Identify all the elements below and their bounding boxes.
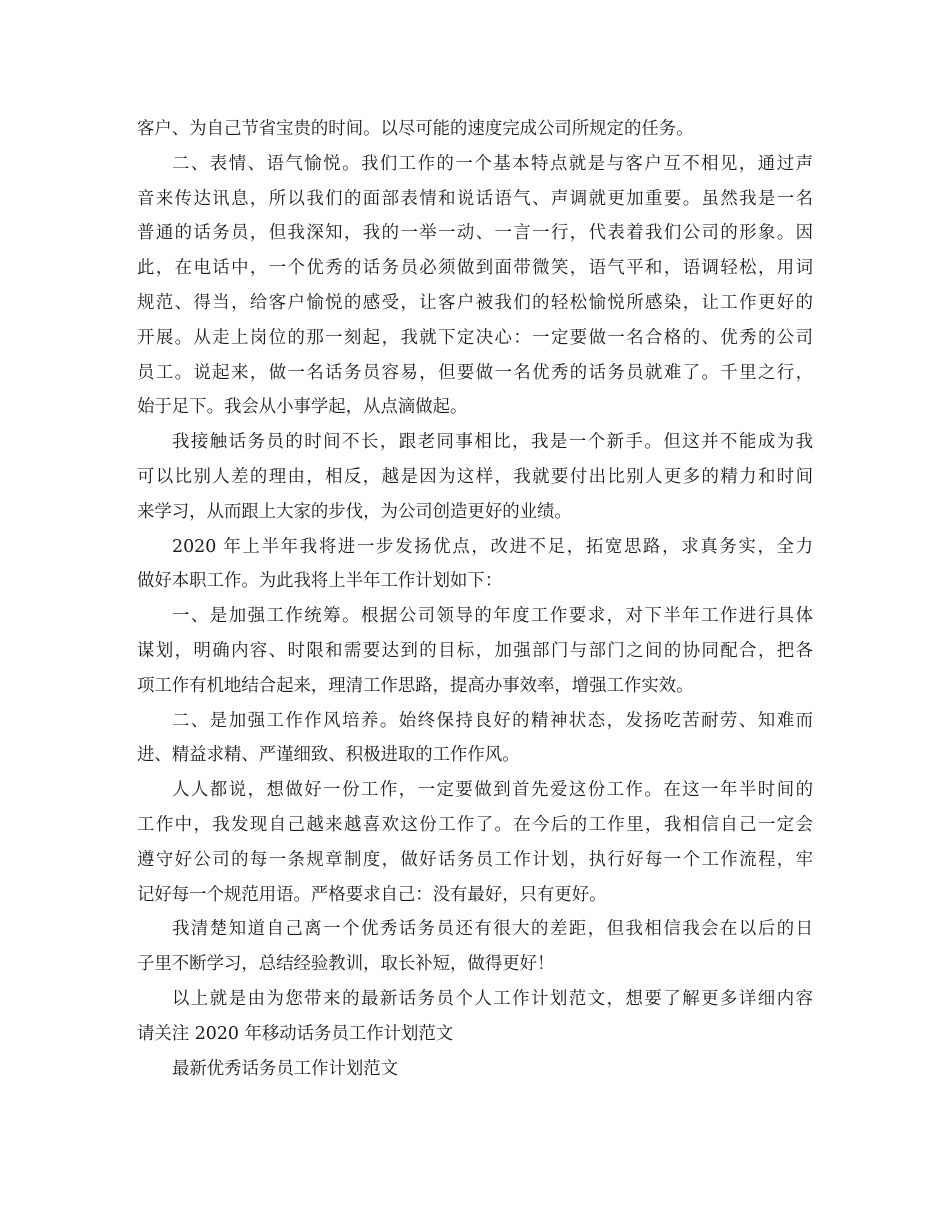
text-line: 人人都说，想做好一份工作，一定要做到首先爱这份工作。在这一年半时间的: [172, 780, 813, 801]
text-line: 客户、为自己节省宝贵的时间。以尽可能的速度完成公司所规定的任务。: [137, 119, 694, 139]
text-line: 最新优秀话务员工作计划范文: [172, 1058, 399, 1079]
text-line: 工作中，我发现自己越来越喜欢这份工作了。在今后的工作里，我相信自己一定会: [137, 814, 813, 835]
text-line: 员工。说起来，做一名话务员容易，但要做一名优秀的话务员就难了。千里之行，: [137, 362, 813, 383]
text-line: 我接触话务员的时间不长，跟老同事相比，我是一个新手。但这并不能成为我: [172, 432, 813, 453]
text-line: 开展。从走上岗位的那一刻起，我就下定决心：一定要做一名合格的、优秀的公司: [137, 327, 813, 348]
text-line: 子里不断学习，总结经验教训，取长补短，做得更好！: [137, 954, 555, 975]
text-line: 请关注 2020 年移动话务员工作计划范文: [137, 1023, 454, 1044]
text-line: 遵守好公司的每一条规章制度，做好话务员工作计划，执行好每一个工作流程，牢: [137, 849, 813, 870]
text-line: 可以比别人差的理由，相反，越是因为这样，我就要付出比别人更多的精力和时间: [137, 466, 813, 487]
text-line: 进、精益求精、严谨细致、积极进取的工作作风。: [137, 745, 520, 766]
text-line: 音来传达讯息，所以我们的面部表情和说话语气、声调就更加重要。虽然我是一名: [137, 188, 813, 209]
text-line: 二、表情、语气愉悦。我们工作的一个基本特点就是与客户互不相见，通过声: [172, 153, 813, 174]
text-line: 来学习，从而跟上大家的步伐，为公司创造更好的业绩。: [137, 501, 572, 522]
text-line: 2020 年上半年我将进一步发扬优点，改进不足，拓宽思路，求真务实，全力: [172, 536, 813, 557]
text-line: 始于足下。我会从小事学起，从点滴做起。: [137, 397, 468, 418]
text-line: 做好本职工作。为此我将上半年工作计划如下：: [137, 571, 503, 592]
text-line: 一、是加强工作统筹。根据公司领导的年度工作要求，对下半年工作进行具体: [172, 606, 813, 627]
text-line: 项工作有机地结合起来，理清工作思路，提高办事效率，增强工作实效。: [137, 675, 694, 696]
text-line: 我清楚知道自己离一个优秀话务员还有很大的差距，但我相信我会在以后的日: [172, 919, 813, 940]
text-line: 规范、得当，给客户愉悦的感受，让客户被我们的轻松愉悦所感染，让工作更好的: [137, 292, 813, 313]
document-body: [137, 112, 813, 1086]
text-line: 以上就是由为您带来的最新话务员个人工作计划范文，想要了解更多详细内容: [172, 988, 813, 1009]
text-line: 记好每一个规范用语。严格要求自己：没有最好，只有更好。: [137, 884, 607, 905]
text-line: 二、是加强工作作风培养。始终保持良好的精神状态，发扬吃苦耐劳、知难而: [172, 710, 813, 731]
text-line: 此，在电话中，一个优秀的话务员必须做到面带微笑，语气平和，语调轻松，用词: [137, 258, 813, 279]
text-line: 谋划，明确内容、时限和需要达到的目标，加强部门与部门之间的协同配合，把各: [137, 640, 813, 661]
text-line: 普通的话务员，但我深知，我的一举一动、一言一行，代表着我们公司的形象。因: [137, 223, 813, 244]
